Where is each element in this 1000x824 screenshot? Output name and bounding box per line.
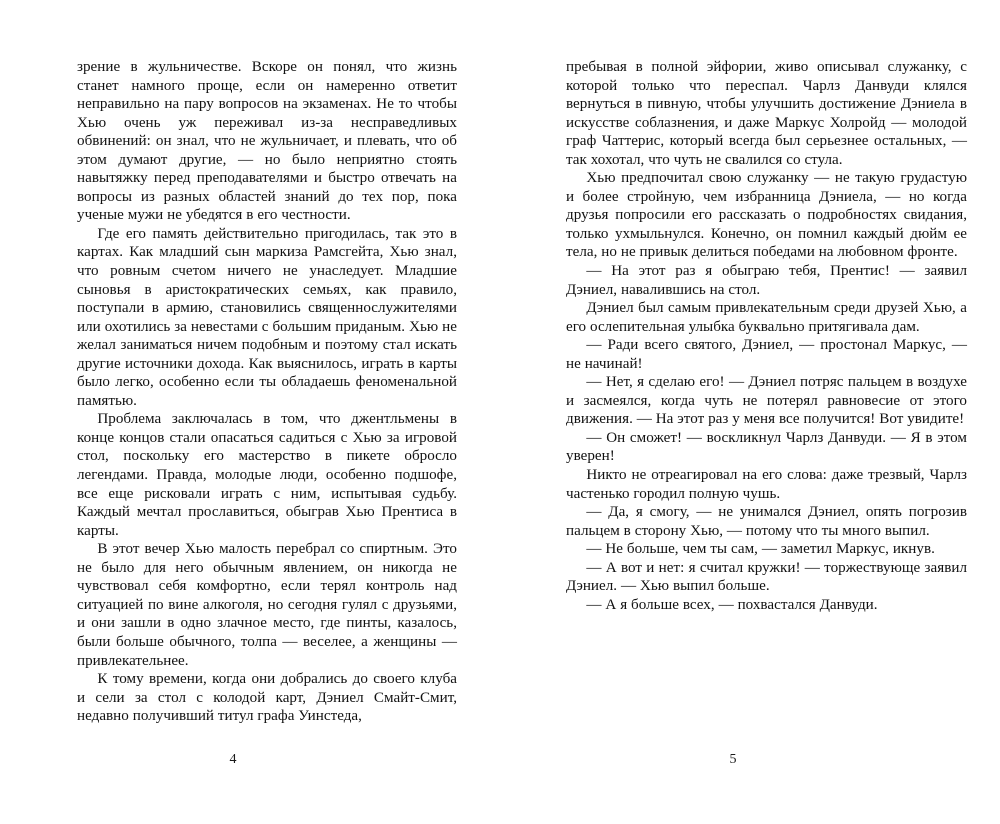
- paragraph: — Он сможет! — воскликнул Чарлз Данвуди. — Я в этом уверен!: [566, 429, 967, 465]
- paragraph: — Да, я смогу, — не унимался Дэниел, опять погрозив пальцем в сторону Хью, — потому что ты много выпил.: [566, 504, 967, 539]
- right-page: [500, 0, 1000, 824]
- page-number-right: 5: [729, 752, 737, 767]
- paragraph: Где его память действительно пригодилась, так это в картах. Как младший сын маркиза Рамсгейта, Хью знал, что ровным счетом ничего не унаследует. Младшие сыновья в аристократических семьях, как правило, поступали в армию, становились священнослужителями или охотились за невестами с большим приданым. Хью не желал заниматься ничем подобным и поэтому стал искать другие источники дохода. Как выяснилось, играть в карты было легко, особенно если ты обладаешь феноменальной памятью.: [77, 225, 457, 409]
- paragraph: К тому времени, когда они добрались до своего клуба и сели за стол с колодой карт, Дэниел Смайт-Смит, недавно получивший титул графа Уинстеда,: [77, 671, 457, 725]
- left-page-textblock: [77, 58, 457, 726]
- paragraph: — Нет, я сделаю его! — Дэниел потряс пальцем в воздухе и засмеялся, когда чуть не потерял равновесие от этого движения. — На этот раз у меня все получится! Вот увидите!: [566, 374, 967, 428]
- paragraph: Проблема заключалась в том, что джентльмены в конце концов стали опасаться садиться с Хью за игровой стол, поскольку его мастерство в пикете обросло легендами. Правда, молодые люди, особенно подшофе, все еще рисковали играть с ним, испытывая судьбу. Каждый мечтал прославиться, обыграв Хью Прентиса в карты.: [77, 411, 457, 539]
- paragraph: — Не больше, чем ты сам, — заметил Маркус, икнув.: [586, 541, 935, 558]
- paragraph: Хью предпочитал свою служанку — не такую грудастую и более стройную, чем избранница Дэниела, — но когда друзья попросили его рассказать о подробностях свидания, только ухмыльнулся. Конечно, он помнил каждый дюйм ее тела, но не привык делиться победами на любовном фронте.: [566, 170, 967, 261]
- paragraph: — А вот и нет: я считал кружки! — торжествующе заявил Дэниел. — Хью выпил больше.: [566, 559, 967, 595]
- paragraph: пребывая в полной эйфории, живо описывал служанку, с которой только что переспал. Чарлз Данвуди клялся вернуться в пивную, чтобы улучшить достижение Дэниела в искусстве соблазнения, и даже Маркус Холройд — молодой граф Чаттерис, который всегда был серьезнее остальных, — так хохотал, что чуть не свалился со стула.: [566, 59, 967, 168]
- right-page-textblock: [566, 58, 967, 614]
- paragraph: зрение в жульничестве. Вскоре он понял, что жизнь станет намного проще, если он намеренно ответит неправильно на пару вопросов на экзаменах. Не то чтобы Хью очень уж переживал из-за несправедливых обвинений: он знал, что не жульничает, и плевать, что об этом думают другие, — но было неприятно стоять навытяжку перед преподавателями и быстро отвечать на вопросы из разных областей знаний до тех пор, пока ученые мужи не убедятся в его честности.: [77, 59, 457, 224]
- paragraph: Никто не отреагировал на его слова: даже трезвый, Чарлз частенько городил полную чушь.: [566, 467, 967, 502]
- page-number-left: 4: [229, 752, 237, 767]
- paragraph: — Ради всего святого, Дэниел, — простонал Маркус, — не начинай!: [566, 337, 967, 372]
- paragraph: В этот вечер Хью малость перебрал со спиртным. Это не было для него обычным явлением, он никогда не чувствовал себя комфортно, если терял контроль над ситуацией по вине алкоголя, но сегодня гулял с друзьями, и они зашли в одно злачное место, где пинты, казалось, были больше обычного, толпа — веселее, а женщины — привлекательнее.: [77, 541, 457, 669]
- paragraph: Дэниел был самым привлекательным среди друзей Хью, а его ослепительная улыбка буквально притягивала дам.: [566, 300, 967, 335]
- paragraph: — А я больше всех, — похвастался Данвуди.: [586, 596, 878, 613]
- paragraph: — На этот раз я обыграю тебя, Прентис! — заявил Дэниел, навалившись на стол.: [566, 263, 967, 298]
